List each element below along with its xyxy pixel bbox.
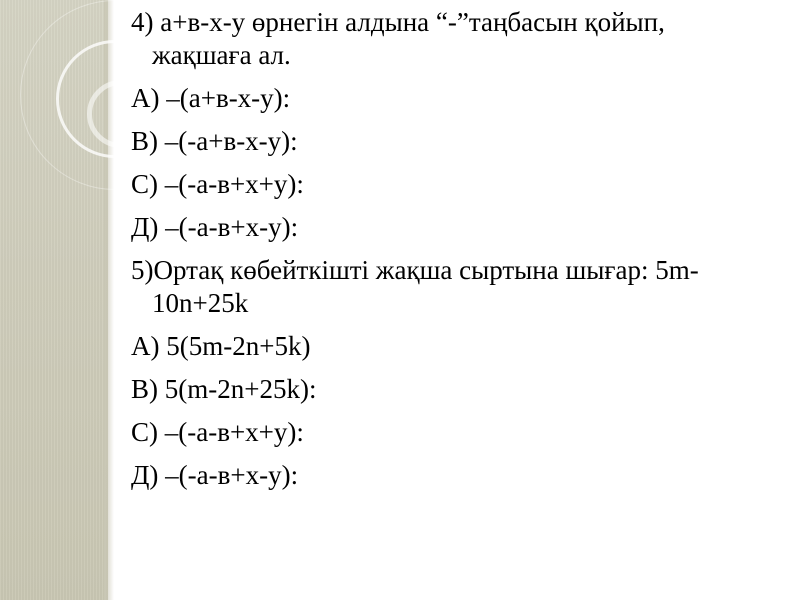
question-5-option-a: А) 5(5m-2n+5k) [131, 331, 311, 361]
question-4-text: 4) а+в-х-у өрнегін алдына “-”таңбасын қойып, жақшаға ал. [131, 7, 665, 70]
question-5-option-b: В) 5(m-2n+25k): [131, 374, 317, 404]
question-4-option-a: А) –(а+в-х-у): [131, 83, 291, 113]
question-5-text: 5)Ортақ көбейткішті жақша сыртына шығар: 5m-10n+25k [131, 255, 699, 318]
question-5-option-c: С) –(-а-в+х+у): [131, 417, 304, 447]
question-4-option-c: С) –(-а-в+х+у): [131, 169, 304, 199]
question-4-option-b: В) –(-а+в-х-у): [131, 126, 298, 156]
question-4-option-d: Д) –(-а-в+х-у): [131, 212, 299, 242]
slide-text-body [131, 6, 771, 502]
question-5-option-d: Д) –(-а-в+х-у): [131, 460, 299, 490]
